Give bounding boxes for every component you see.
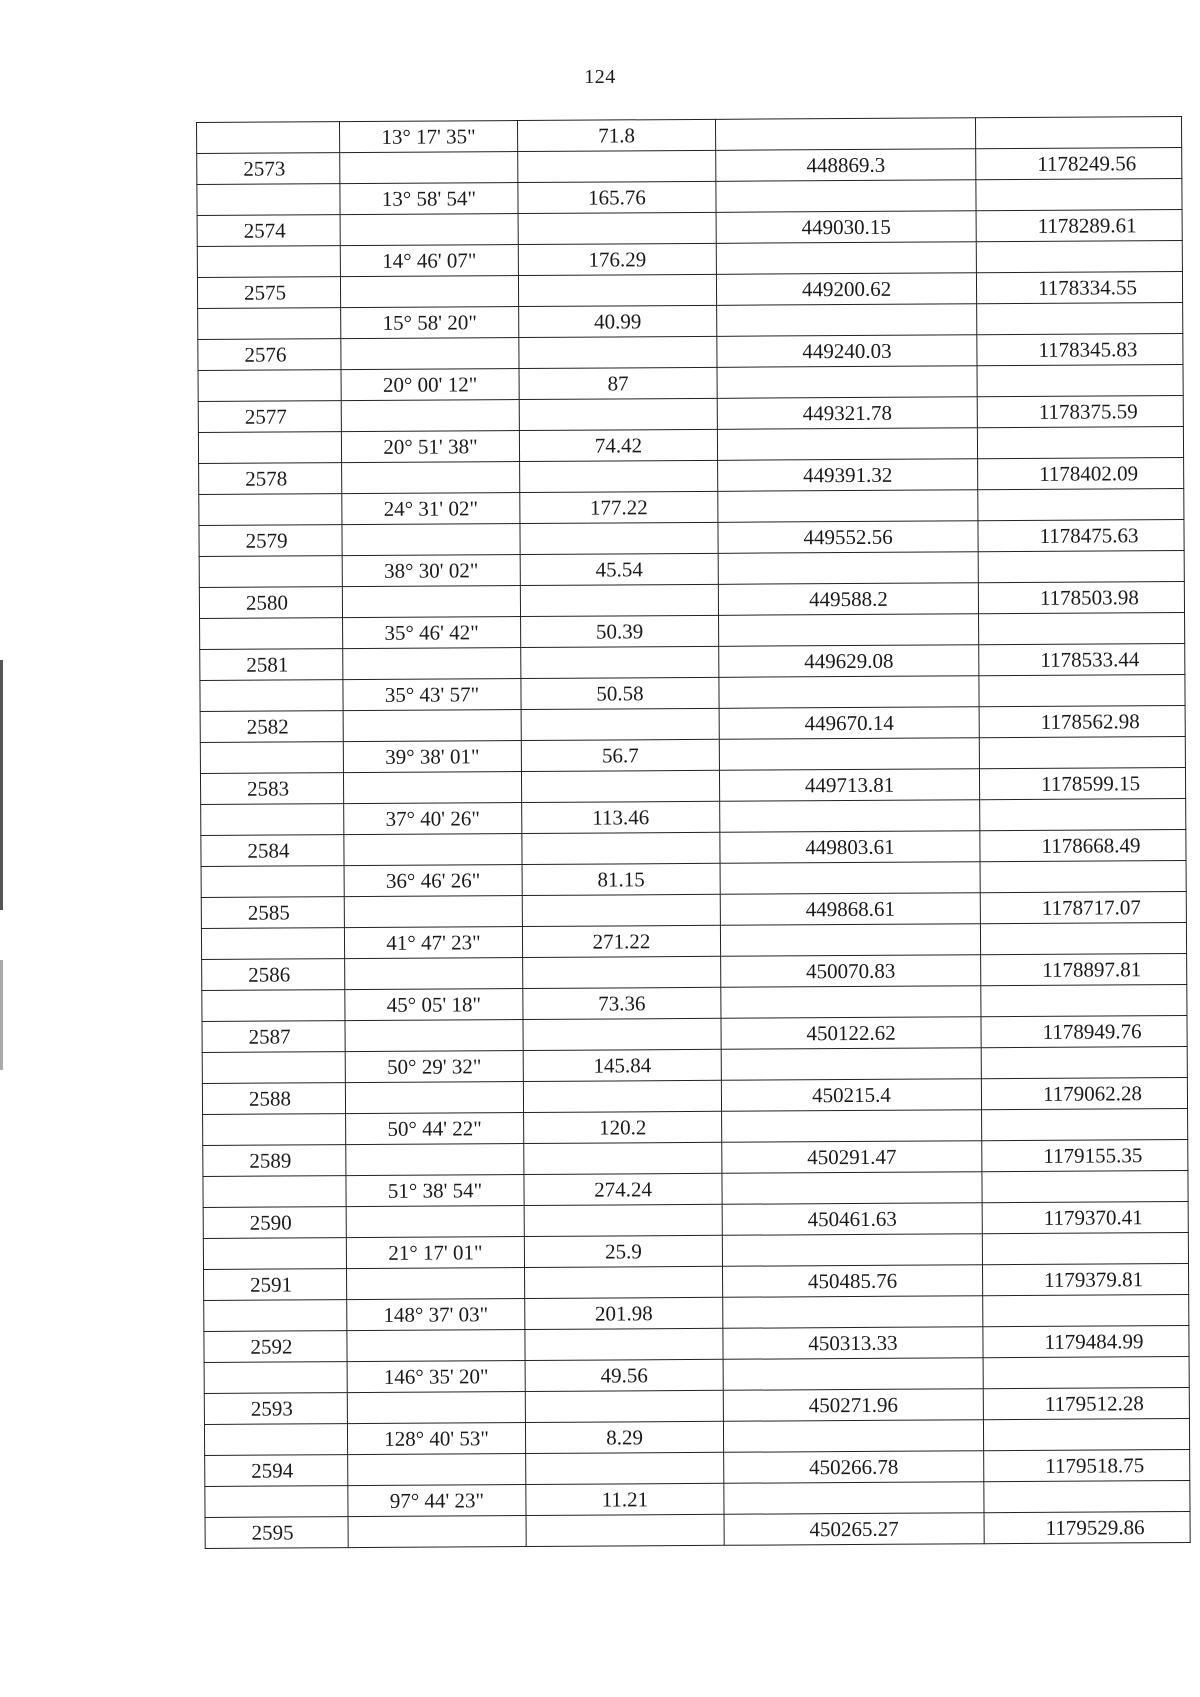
distance-cell: 165.76 xyxy=(518,181,716,213)
bearing-cell xyxy=(341,338,519,370)
station-cell xyxy=(199,556,342,588)
distance-cell xyxy=(518,212,716,244)
station-cell xyxy=(204,1362,347,1394)
easting-cell xyxy=(977,364,1183,396)
distance-cell: 145.84 xyxy=(523,1049,721,1081)
distance-cell xyxy=(525,1266,723,1298)
bearing-cell: 37° 40' 26" xyxy=(344,803,522,835)
bearing-cell: 35° 46' 42" xyxy=(343,617,521,649)
distance-cell: 8.29 xyxy=(525,1421,723,1453)
bearing-cell xyxy=(347,1268,525,1300)
distance-cell xyxy=(520,584,718,616)
bearing-cell xyxy=(340,214,518,246)
survey-coordinates-table xyxy=(196,116,1191,1549)
bearing-cell xyxy=(342,524,520,556)
easting-cell xyxy=(983,1418,1189,1450)
distance-cell xyxy=(523,956,721,988)
station-cell: 2578 xyxy=(199,463,342,495)
northing-cell: 449803.61 xyxy=(720,831,980,864)
northing-cell: 449588.2 xyxy=(718,583,978,616)
bearing-cell xyxy=(344,834,522,866)
station-cell xyxy=(201,804,344,836)
distance-cell xyxy=(521,646,719,678)
station-cell: 2591 xyxy=(204,1269,347,1301)
northing-cell: 450265.27 xyxy=(724,1513,984,1546)
easting-cell xyxy=(980,860,1186,892)
easting-cell: 1178599.15 xyxy=(979,767,1185,799)
northing-cell: 449030.15 xyxy=(716,211,976,244)
easting-cell xyxy=(975,116,1181,148)
station-cell: 2593 xyxy=(204,1393,347,1425)
bearing-cell: 128° 40' 53" xyxy=(347,1423,525,1455)
northing-cell xyxy=(721,986,981,1019)
station-cell xyxy=(198,308,341,340)
easting-cell: 1178562.98 xyxy=(979,705,1185,737)
northing-cell: 449200.62 xyxy=(716,273,976,306)
distance-cell: 56.7 xyxy=(521,739,719,771)
distance-cell: 11.21 xyxy=(526,1483,724,1515)
bearing-cell xyxy=(345,1082,523,1114)
northing-cell xyxy=(719,614,979,647)
northing-cell xyxy=(715,118,975,151)
bearing-cell xyxy=(346,1144,524,1176)
bearing-cell: 15° 58' 20" xyxy=(341,307,519,339)
easting-cell: 1179512.28 xyxy=(983,1387,1189,1419)
station-cell: 2573 xyxy=(197,153,340,185)
northing-cell xyxy=(724,1482,984,1515)
distance-cell xyxy=(518,150,716,182)
station-cell: 2576 xyxy=(198,339,341,371)
easting-cell: 1179529.86 xyxy=(984,1511,1190,1543)
bearing-cell: 20° 00' 12" xyxy=(341,369,519,401)
distance-cell: 25.9 xyxy=(524,1235,722,1267)
station-cell xyxy=(201,866,344,898)
station-cell xyxy=(200,742,343,774)
station-cell xyxy=(204,1424,347,1456)
bearing-cell: 35° 43' 57" xyxy=(343,679,521,711)
station-cell: 2588 xyxy=(202,1083,345,1115)
bearing-cell: 45° 05' 18" xyxy=(345,989,523,1021)
northing-cell: 449629.08 xyxy=(719,645,979,678)
northing-cell xyxy=(719,738,979,771)
easting-cell xyxy=(982,1232,1188,1264)
easting-cell xyxy=(977,302,1183,334)
bearing-cell xyxy=(346,1206,524,1238)
distance-cell xyxy=(525,1328,723,1360)
station-cell: 2584 xyxy=(201,835,344,867)
station-cell: 2589 xyxy=(203,1145,346,1177)
station-row xyxy=(205,1511,1190,1548)
easting-cell: 1178334.55 xyxy=(976,271,1182,303)
northing-cell xyxy=(722,1234,982,1267)
easting-cell xyxy=(984,1480,1190,1512)
northing-cell xyxy=(716,180,976,213)
station-cell: 2592 xyxy=(204,1331,347,1363)
distance-cell xyxy=(522,894,720,926)
station-cell xyxy=(204,1300,347,1332)
easting-cell: 1179062.28 xyxy=(981,1077,1187,1109)
station-cell: 2577 xyxy=(198,401,341,433)
bearing-cell: 38° 30' 02" xyxy=(342,555,520,587)
northing-cell xyxy=(723,1296,983,1329)
easting-cell: 1178533.44 xyxy=(979,643,1185,675)
bearing-cell: 39° 38' 01" xyxy=(343,741,521,773)
distance-cell xyxy=(524,1204,722,1236)
station-cell xyxy=(203,1114,346,1146)
easting-cell xyxy=(979,674,1185,706)
station-cell xyxy=(197,246,340,278)
station-cell: 2582 xyxy=(200,711,343,743)
bearing-cell: 50° 44' 22" xyxy=(346,1113,524,1145)
distance-cell xyxy=(522,832,720,864)
bearing-cell: 41° 47' 23" xyxy=(344,927,522,959)
distance-cell: 40.99 xyxy=(519,305,717,337)
bearing-cell: 97° 44' 23" xyxy=(348,1485,526,1517)
northing-cell xyxy=(722,1172,982,1205)
station-cell xyxy=(199,494,342,526)
easting-cell xyxy=(980,922,1186,954)
easting-cell: 1178289.61 xyxy=(976,209,1182,241)
distance-cell: 87 xyxy=(519,367,717,399)
distance-cell xyxy=(519,336,717,368)
distance-cell: 120.2 xyxy=(524,1111,722,1143)
easting-cell xyxy=(977,426,1183,458)
northing-cell: 450313.33 xyxy=(723,1327,983,1360)
bearing-cell xyxy=(340,276,518,308)
distance-cell: 176.29 xyxy=(518,243,716,275)
station-cell: 2581 xyxy=(200,649,343,681)
bearing-cell xyxy=(348,1516,526,1548)
distance-cell: 177.22 xyxy=(520,491,718,523)
easting-cell: 1178375.59 xyxy=(977,395,1183,427)
distance-cell: 71.8 xyxy=(517,119,715,151)
northing-cell xyxy=(720,800,980,833)
station-cell xyxy=(203,1238,346,1270)
station-cell: 2574 xyxy=(197,215,340,247)
easting-cell xyxy=(981,1046,1187,1078)
distance-cell xyxy=(524,1142,722,1174)
easting-cell xyxy=(976,178,1182,210)
northing-cell: 450070.83 xyxy=(721,955,981,988)
easting-cell xyxy=(983,1294,1189,1326)
northing-cell: 450271.96 xyxy=(723,1389,983,1422)
page-number: 124 xyxy=(584,66,616,88)
station-cell xyxy=(198,370,341,402)
station-cell: 2590 xyxy=(203,1207,346,1239)
distance-cell xyxy=(525,1390,723,1422)
distance-cell: 81.15 xyxy=(522,863,720,895)
northing-cell xyxy=(717,428,977,461)
distance-cell: 201.98 xyxy=(525,1297,723,1329)
distance-cell: 50.58 xyxy=(521,677,719,709)
easting-cell: 1178668.49 xyxy=(980,829,1186,861)
distance-cell: 49.56 xyxy=(525,1359,723,1391)
easting-cell xyxy=(982,1108,1188,1140)
station-cell xyxy=(200,680,343,712)
bearing-cell xyxy=(345,1020,523,1052)
northing-cell: 450485.76 xyxy=(722,1265,982,1298)
northing-cell xyxy=(716,242,976,275)
northing-cell: 448869.3 xyxy=(716,149,976,182)
distance-cell xyxy=(520,460,718,492)
bearing-cell: 24° 31' 02" xyxy=(342,493,520,525)
northing-cell: 450461.63 xyxy=(722,1203,982,1236)
easting-cell xyxy=(983,1356,1189,1388)
easting-cell: 1178475.63 xyxy=(978,519,1184,551)
bearing-cell xyxy=(342,586,520,618)
northing-cell xyxy=(723,1420,983,1453)
easting-cell: 1179518.75 xyxy=(984,1449,1190,1481)
distance-cell xyxy=(521,770,719,802)
distance-cell: 50.39 xyxy=(521,615,719,647)
bearing-cell xyxy=(343,772,521,804)
table-body xyxy=(197,116,1191,1548)
bearing-cell xyxy=(348,1454,526,1486)
bearing-cell xyxy=(345,958,523,990)
northing-cell xyxy=(723,1358,983,1391)
bearing-cell: 20° 51' 38" xyxy=(341,431,519,463)
northing-cell xyxy=(717,304,977,337)
scan-edge-artifact xyxy=(0,660,3,910)
station-cell: 2586 xyxy=(202,959,345,991)
station-cell: 2587 xyxy=(202,1021,345,1053)
station-cell xyxy=(198,432,341,464)
bearing-cell xyxy=(344,896,522,928)
easting-cell: 1179155.35 xyxy=(982,1139,1188,1171)
easting-cell: 1178717.07 xyxy=(980,891,1186,923)
bearing-cell: 36° 46' 26" xyxy=(344,865,522,897)
northing-cell xyxy=(718,490,978,523)
northing-cell xyxy=(720,924,980,957)
northing-cell xyxy=(718,552,978,585)
easting-cell xyxy=(980,798,1186,830)
northing-cell: 449391.32 xyxy=(718,459,978,492)
easting-cell xyxy=(979,612,1185,644)
station-cell xyxy=(203,1176,346,1208)
station-cell: 2594 xyxy=(205,1455,348,1487)
northing-cell: 450291.47 xyxy=(722,1141,982,1174)
station-cell: 2583 xyxy=(200,773,343,805)
northing-cell xyxy=(717,366,977,399)
bearing-cell: 21° 17' 01" xyxy=(346,1237,524,1269)
bearing-cell: 14° 46' 07" xyxy=(340,245,518,277)
northing-cell xyxy=(722,1110,982,1143)
easting-cell: 1178503.98 xyxy=(978,581,1184,613)
distance-cell xyxy=(523,1080,721,1112)
station-cell xyxy=(200,618,343,650)
easting-cell xyxy=(979,736,1185,768)
bearing-cell: 13° 58' 54" xyxy=(340,183,518,215)
station-cell: 2575 xyxy=(197,277,340,309)
distance-cell xyxy=(520,522,718,554)
easting-cell xyxy=(981,984,1187,1016)
northing-cell: 449713.81 xyxy=(719,769,979,802)
station-cell xyxy=(197,184,340,216)
distance-cell: 271.22 xyxy=(522,925,720,957)
bearing-cell xyxy=(340,152,518,184)
northing-cell: 449240.03 xyxy=(717,335,977,368)
distance-cell: 74.42 xyxy=(519,429,717,461)
northing-cell: 449552.56 xyxy=(718,521,978,554)
northing-cell: 450266.78 xyxy=(724,1451,984,1484)
bearing-cell: 50° 29' 32" xyxy=(345,1051,523,1083)
distance-cell xyxy=(519,398,717,430)
easting-cell: 1178402.09 xyxy=(978,457,1184,489)
station-cell: 2579 xyxy=(199,525,342,557)
easting-cell: 1179370.41 xyxy=(982,1201,1188,1233)
bearing-cell: 148° 37' 03" xyxy=(347,1299,525,1331)
northing-cell: 449670.14 xyxy=(719,707,979,740)
station-cell: 2580 xyxy=(199,587,342,619)
easting-cell: 1178345.83 xyxy=(977,333,1183,365)
bearing-cell xyxy=(341,400,519,432)
distance-cell xyxy=(518,274,716,306)
northing-cell: 450122.62 xyxy=(721,1017,981,1050)
distance-cell: 45.54 xyxy=(520,553,718,585)
distance-cell: 73.36 xyxy=(523,987,721,1019)
easting-cell: 1179379.81 xyxy=(982,1263,1188,1295)
distance-cell xyxy=(523,1018,721,1050)
station-cell: 2595 xyxy=(205,1517,348,1549)
bearing-cell xyxy=(343,648,521,680)
easting-cell xyxy=(976,240,1182,272)
scan-edge-artifact xyxy=(0,960,3,1070)
station-cell xyxy=(202,990,345,1022)
northing-cell xyxy=(719,676,979,709)
distance-cell: 113.46 xyxy=(522,801,720,833)
northing-cell xyxy=(721,1048,981,1081)
bearing-cell: 146° 35' 20" xyxy=(347,1361,525,1393)
easting-cell xyxy=(978,488,1184,520)
distance-cell xyxy=(521,708,719,740)
station-cell: 2585 xyxy=(201,897,344,929)
bearing-cell xyxy=(347,1392,525,1424)
easting-cell: 1179484.99 xyxy=(983,1325,1189,1357)
station-cell xyxy=(201,928,344,960)
bearing-cell xyxy=(342,462,520,494)
bearing-cell: 51° 38' 54" xyxy=(346,1175,524,1207)
distance-cell: 274.24 xyxy=(524,1173,722,1205)
bearing-cell: 13° 17' 35" xyxy=(340,121,518,153)
easting-cell: 1178897.81 xyxy=(981,953,1187,985)
station-cell xyxy=(202,1052,345,1084)
easting-cell xyxy=(978,550,1184,582)
northing-cell: 449868.61 xyxy=(720,893,980,926)
station-cell xyxy=(197,122,340,154)
bearing-cell xyxy=(347,1330,525,1362)
easting-cell xyxy=(982,1170,1188,1202)
distance-cell xyxy=(526,1452,724,1484)
northing-cell xyxy=(720,862,980,895)
easting-cell: 1178249.56 xyxy=(976,147,1182,179)
northing-cell: 450215.4 xyxy=(721,1079,981,1112)
bearing-cell xyxy=(343,710,521,742)
distance-cell xyxy=(526,1514,724,1546)
station-cell xyxy=(205,1486,348,1518)
easting-cell: 1178949.76 xyxy=(981,1015,1187,1047)
northing-cell: 449321.78 xyxy=(717,397,977,430)
